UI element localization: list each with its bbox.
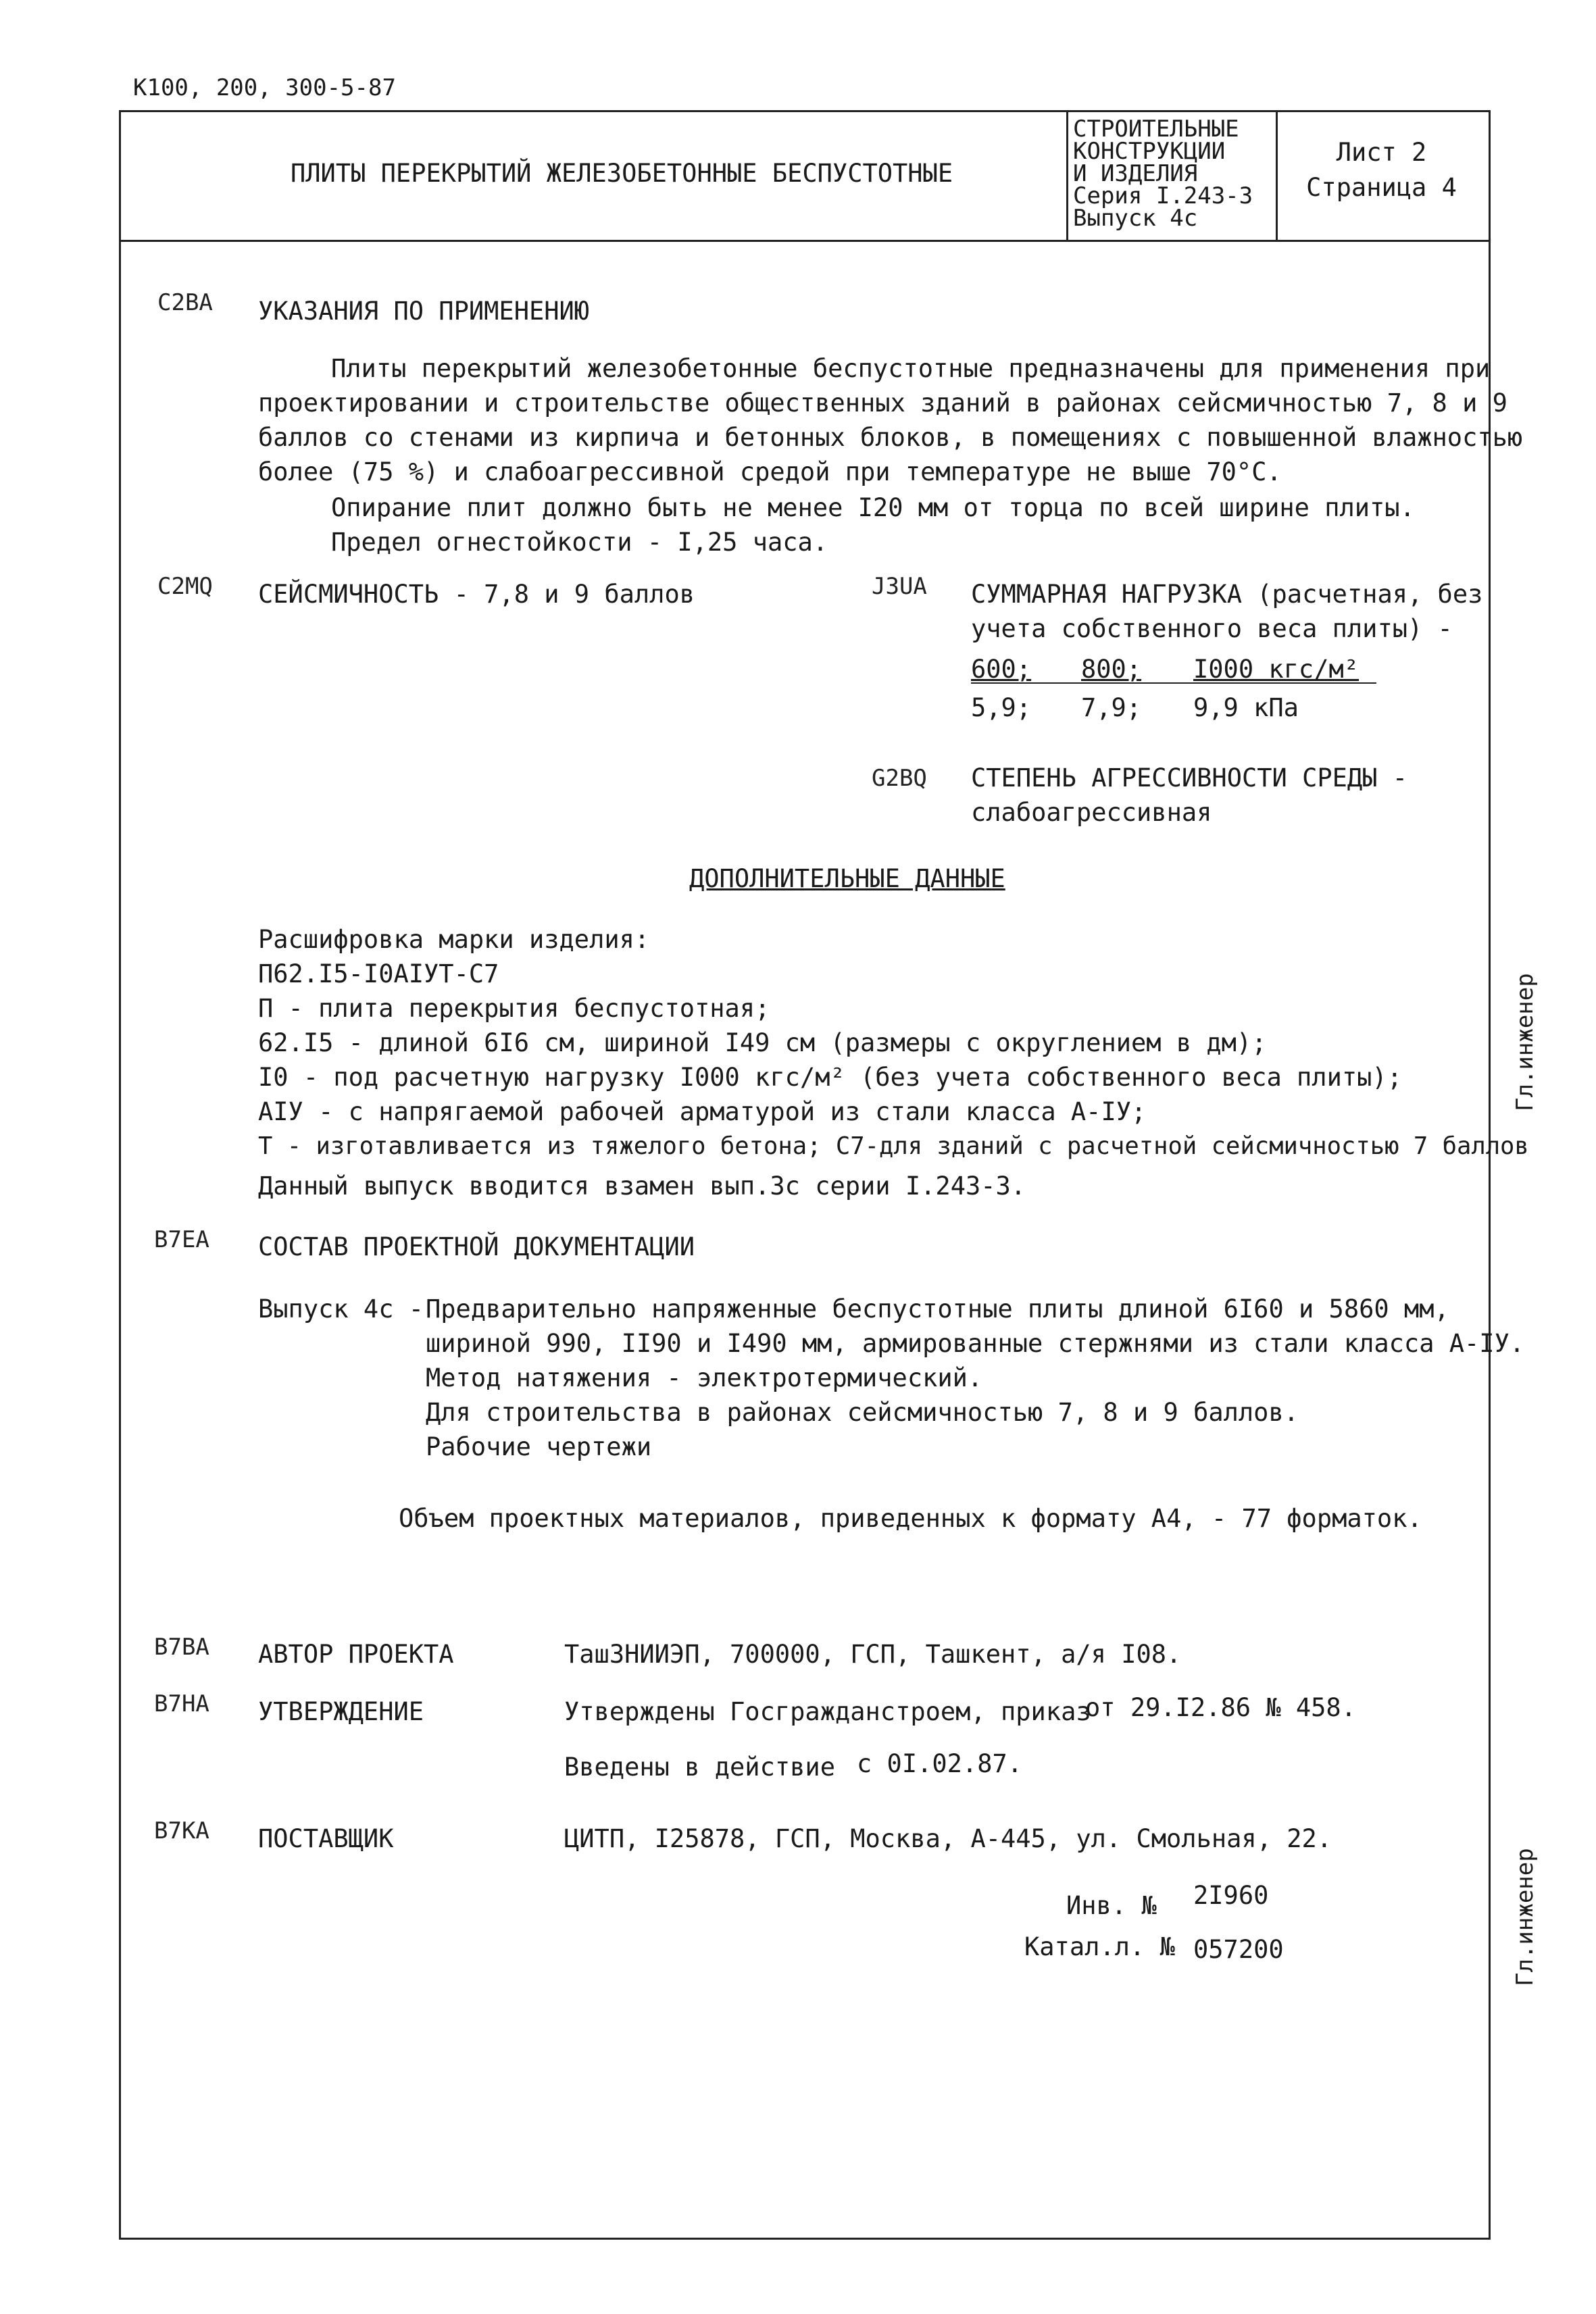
approval-order: от 29.I2.86 № 458.: [1085, 1693, 1356, 1722]
document-code: К100, 200, 300-5-87: [133, 74, 396, 101]
catalog-label: Катал.л. №: [1024, 1932, 1175, 1961]
additional-heading: ДОПОЛНИТЕЛЬНЫЕ ДАННЫЕ: [689, 864, 1005, 893]
load-value-kgs: 800;: [1081, 655, 1142, 684]
additional-line: AIУ - с напрягаемой рабочей арматурой из стали класса А-IУ;: [258, 1097, 1147, 1126]
inventory-label: Инв. №: [1066, 1891, 1157, 1920]
supplier-label: ПОСТАВЩИК: [258, 1824, 394, 1853]
seismic-text: СЕЙСМИЧНОСТЬ - 7,8 и 9 баллов: [258, 580, 695, 609]
usage-code: C2BA: [157, 289, 213, 316]
approval-code: B7HA: [154, 1690, 209, 1717]
usage-line: Плиты перекрытий железобетонные беспустотные предназначены для применения при: [331, 354, 1491, 383]
series-line: СТРОИТЕЛЬНЫЕ: [1073, 116, 1239, 143]
header-col-divider-1: [1066, 110, 1068, 240]
usage-line: проектировании и строительстве общественных зданий в районах сейсмичностью 7, 8 и 9: [258, 388, 1507, 418]
author-value: ТашЗНИИЭП, 700000, ГСП, Ташкент, а/я I08.: [564, 1640, 1182, 1669]
load-fraction-line: [971, 682, 1376, 684]
aggressiveness-text: СТЕПЕНЬ АГРЕССИВНОСТИ СРЕДЫ -: [971, 763, 1408, 793]
approval-effective-label: Введены в действие: [564, 1753, 835, 1782]
usage-heading: УКАЗАНИЯ ПО ПРИМЕНЕНИЮ: [258, 297, 590, 326]
sheet-number: Лист 2: [1336, 138, 1427, 167]
author-code: B7BA: [154, 1634, 209, 1661]
series-line: Серия I.243-3: [1073, 182, 1253, 209]
composition-line: Предварительно напряженные беспустотные плиты длиной 6I60 и 5860 мм,: [426, 1294, 1449, 1324]
composition-line: Рабочие чертежи: [426, 1432, 652, 1461]
composition-issue-label: Выпуск 4с -: [258, 1294, 424, 1324]
inventory-value: 2I960: [1193, 1881, 1269, 1910]
margin-note: Гл.инженер: [1512, 973, 1539, 1111]
series-line: КОНСТРУКЦИИ: [1073, 138, 1226, 165]
usage-line: более (75 %) и слабоагрессивной средой при температуре не выше 70°С.: [258, 457, 1282, 486]
aggressiveness-text: слабоагрессивная: [971, 798, 1212, 827]
catalog-value: 057200: [1193, 1935, 1284, 1964]
header-col-divider-2: [1276, 110, 1278, 240]
page-number: Страница 4: [1306, 173, 1457, 202]
approval-label: УТВЕРЖДЕНИЕ: [258, 1697, 424, 1726]
usage-line: баллов со стенами из кирпича и бетонных блоков, в помещениях с повышенной влажностью: [258, 423, 1523, 452]
load-value-kpa: 5,9;: [971, 693, 1032, 722]
additional-line: Т - изготавливается из тяжелого бетона; С7-для зданий с расчетной сейсмичностью 7 баллов: [258, 1132, 1529, 1160]
supplier-value: ЦИТП, I25878, ГСП, Москва, А-445, ул. Смольная, 22.: [564, 1824, 1332, 1853]
margin-note: Гл.инженер: [1512, 1848, 1539, 1986]
additional-line: I0 - под расчетную нагрузку I000 кгс/м² (без учета собственного веса плиты);: [258, 1063, 1402, 1092]
product-mark: П62.I5-I0AIУТ-С7: [258, 959, 499, 988]
load-value-kgs: I000 кгс/м²: [1193, 655, 1360, 684]
load-heading: СУММАРНАЯ НАГРУЗКА (расчетная, без: [971, 580, 1483, 609]
header-series: [1073, 118, 1253, 230]
load-value-kpa: 9,9 кПа: [1193, 693, 1299, 722]
seismic-code: C2MQ: [157, 573, 213, 600]
composition-line: Метод натяжения - электротермический.: [426, 1363, 983, 1392]
composition-heading: СОСТАВ ПРОЕКТНОЙ ДОКУМЕНТАЦИИ: [258, 1232, 695, 1261]
load-code: J3UA: [872, 573, 927, 600]
supplier-code: B7KA: [154, 1817, 209, 1844]
header-title: ПЛИТЫ ПЕРЕКРЫТИЙ ЖЕЛЕЗОБЕТОННЫЕ БЕСПУСТОТНЫЕ: [291, 159, 953, 188]
series-line: И ИЗДЕЛИЯ: [1073, 160, 1198, 187]
composition-volume: Объем проектных материалов, приведенных к формату А4, - 77 форматок.: [399, 1504, 1422, 1533]
aggressiveness-code: G2BQ: [872, 765, 927, 792]
approval-effective-date: с 0I.02.87.: [857, 1749, 1023, 1778]
additional-line: 62.I5 - длиной 6I6 см, шириной I49 см (размеры с округлением в дм);: [258, 1028, 1267, 1057]
load-value-kpa: 7,9;: [1081, 693, 1142, 722]
series-line: Выпуск 4с: [1073, 205, 1198, 232]
additional-line: Данный выпуск вводится взамен вып.3с серии I.243-3.: [258, 1172, 1026, 1201]
header-divider: [119, 240, 1489, 242]
additional-line: Расшифровка марки изделия:: [258, 925, 650, 954]
load-heading: учета собственного веса плиты) -: [971, 614, 1453, 643]
header-sheet-info: [1278, 135, 1485, 205]
load-value-kgs: 600;: [971, 655, 1032, 684]
composition-line: шириной 990, II90 и I490 мм, армированные стержнями из стали класса А-IУ.: [426, 1329, 1525, 1358]
composition-code: B7EA: [154, 1226, 209, 1253]
usage-line: Опирание плит должно быть не менее I20 мм от торца по всей ширине плиты.: [331, 493, 1415, 522]
usage-line: Предел огнестойкости - I,25 часа.: [331, 528, 828, 557]
composition-line: Для строительства в районах сейсмичностью 7, 8 и 9 баллов.: [426, 1398, 1299, 1427]
approval-value: Утверждены Госгражданстроем, приказ: [564, 1697, 1091, 1726]
additional-line: П - плита перекрытия беспустотная;: [258, 994, 770, 1023]
author-label: АВТОР ПРОЕКТА: [258, 1640, 454, 1669]
